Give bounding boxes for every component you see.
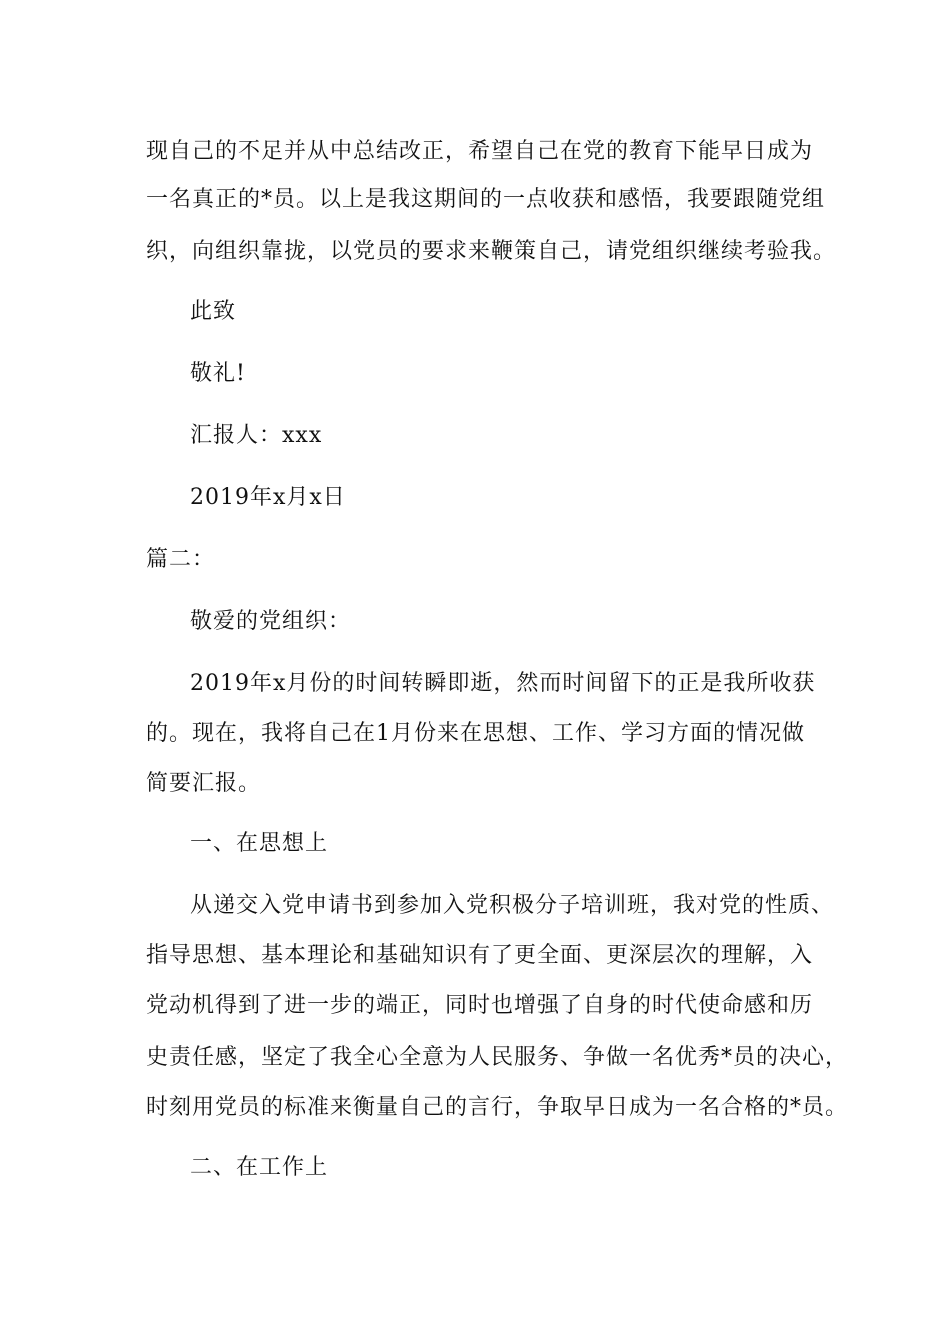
paragraph-line: 织，向组织靠拢，以党员的要求来鞭策自己，请党组织继续考验我。 xyxy=(146,239,837,264)
reporter-signature: 汇报人：xxx xyxy=(190,423,323,448)
closing-regards: 敬礼! xyxy=(190,361,246,386)
paragraph-line: 的。现在，我将自己在1月份来在思想、工作、学习方面的情况做 xyxy=(146,721,805,746)
paragraph-line: 从递交入党申请书到参加入党积极分子培训班，我对党的性质、 xyxy=(190,893,835,918)
paragraph-line: 时刻用党员的标准来衡量自己的言行，争取早日成为一名合格的*员。 xyxy=(146,1095,849,1120)
paragraph-line: 现自己的不足并从中总结改正，希望自己在党的教育下能早日成为 xyxy=(146,139,814,164)
paragraph-line: 一名真正的*员。以上是我这期间的一点收获和感悟，我要跟随党组 xyxy=(146,187,826,212)
letter-greeting: 敬爱的党组织： xyxy=(190,609,352,634)
paragraph-line: 简要汇报。 xyxy=(146,771,262,796)
section-heading: 篇二： xyxy=(146,547,216,572)
subsection-heading: 二、在工作上 xyxy=(190,1155,329,1180)
subsection-heading: 一、在思想上 xyxy=(190,831,329,856)
paragraph-line: 史责任感，坚定了我全心全意为人民服务、争做一名优秀*员的决心， xyxy=(146,1045,849,1070)
paragraph-line: 指导思想、基本理论和基础知识有了更全面、更深层次的理解，入 xyxy=(146,943,814,968)
paragraph-line: 2019年x月份的时间转瞬即逝，然而时间留下的正是我所收获 xyxy=(190,671,816,696)
paragraph-line: 党动机得到了进一步的端正，同时也增强了自身的时代使命感和历 xyxy=(146,993,814,1018)
report-date: 2019年x月x日 xyxy=(190,485,346,510)
closing-salutation: 此致 xyxy=(190,299,237,324)
